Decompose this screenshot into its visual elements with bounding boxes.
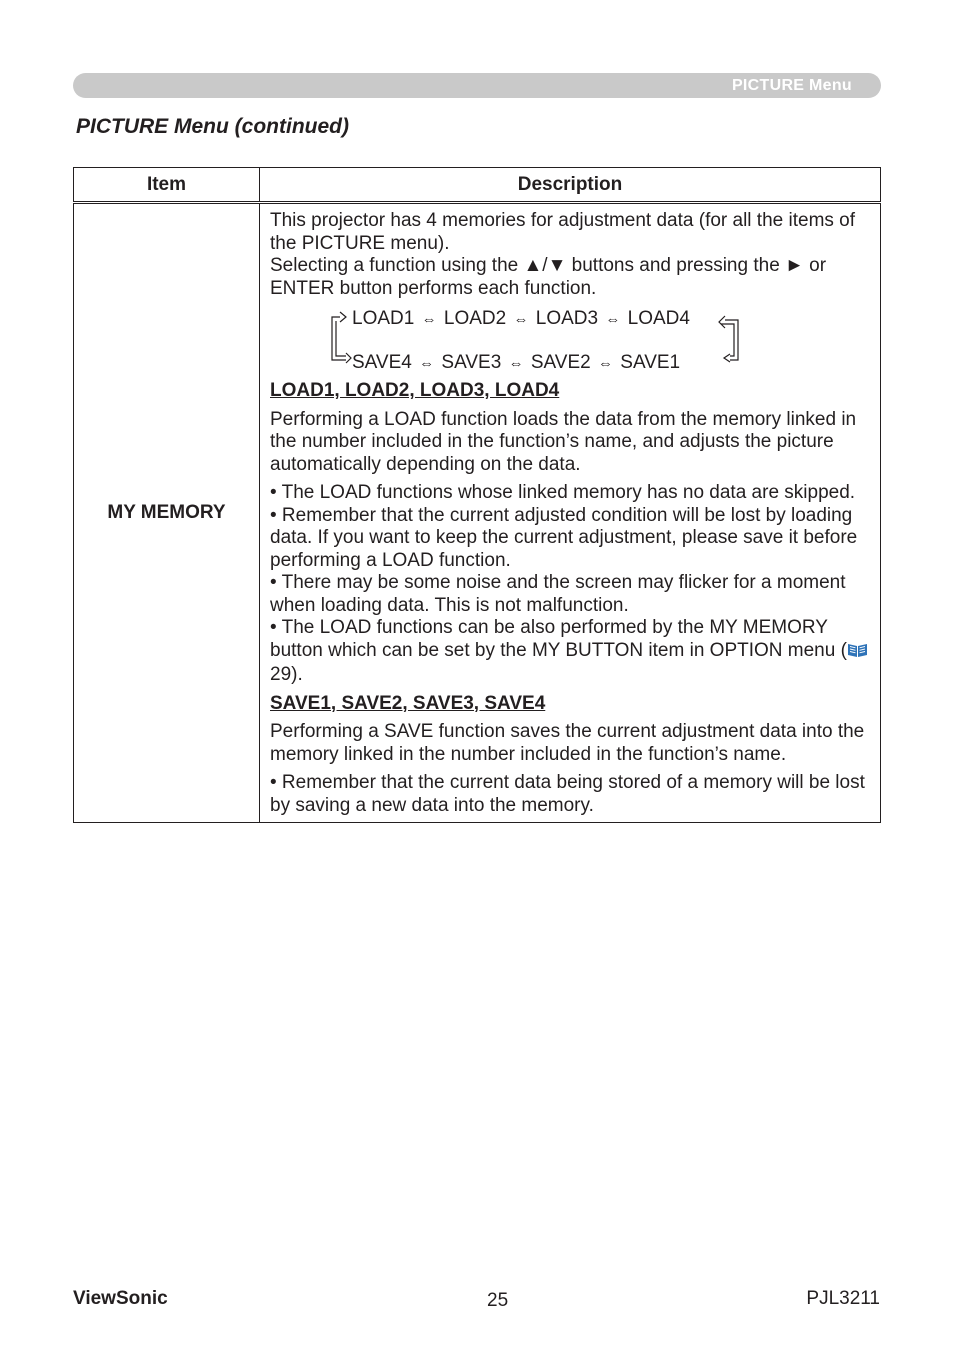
- save-sequence: [352, 352, 680, 376]
- load2-label: LOAD2: [443, 308, 507, 329]
- header-bar: [73, 73, 881, 98]
- load-heading: LOAD1, LOAD2, LOAD3, LOAD4: [270, 380, 560, 401]
- double-arrow-icon: ⇔: [419, 355, 435, 372]
- menu-table: [73, 167, 881, 823]
- save-note: • Remember that the current data being stored of a memory will be lost by saving a new data into the memory.: [270, 772, 865, 816]
- column-header-description: Description: [260, 168, 881, 203]
- load-note: • The LOAD functions can be also performed by the MY MEMORY button which can be set by the MY BUTTON item in OPTION menu (29).: [270, 617, 870, 687]
- load4-label: LOAD4: [627, 308, 690, 329]
- save2-label: SAVE2: [530, 352, 591, 373]
- memory-cycle-diagram: [270, 304, 870, 374]
- reference-page: 29: [270, 664, 292, 685]
- save4-label: SAVE4: [352, 352, 412, 373]
- intro-text: Selecting a function using the ▲/▼ buttons and pressing the ► or ENTER button performs each function.: [270, 255, 827, 299]
- load-notes: [270, 482, 870, 687]
- save1-label: SAVE1: [620, 352, 681, 373]
- section-label: PICTURE Menu: [731, 77, 852, 94]
- page-number: 25: [487, 1290, 509, 1311]
- double-arrow-icon: ⇔: [513, 311, 529, 328]
- table-header-row: [74, 168, 881, 203]
- save-description: Performing a SAVE function saves the current adjustment data into the memory linked in the number included in the function’s name.: [270, 721, 865, 765]
- load-description: Performing a LOAD function loads the data from the memory linked in the number included in the function’s name, and adjusts the picture automatically depending on the data.: [270, 408, 857, 475]
- footer-brand: ViewSonic: [73, 1288, 168, 1309]
- item-name: MY MEMORY: [74, 203, 260, 823]
- load-sequence: [352, 308, 690, 332]
- save3-label: SAVE3: [441, 352, 502, 373]
- table-row: [74, 203, 881, 823]
- load3-label: LOAD3: [535, 308, 599, 329]
- load-note: • There may be some noise and the screen may flicker for a moment when loading data. This is not malfunction.: [270, 572, 846, 616]
- book-icon: [847, 642, 868, 665]
- load1-label: LOAD1: [352, 308, 415, 329]
- double-arrow-icon: ⇔: [597, 355, 613, 372]
- model-number: PJL3211: [806, 1288, 880, 1309]
- double-arrow-icon: ⇔: [421, 311, 437, 328]
- double-arrow-icon: ⇔: [508, 355, 524, 372]
- description-cell: [260, 203, 881, 823]
- load-note: • Remember that the current adjusted condition will be lost by loading data. If you want to keep the current adjustment, please save it before performing a LOAD function.: [270, 504, 858, 571]
- intro-text: This projector has 4 memories for adjustment data (for all the items of the PICTURE menu).: [270, 210, 856, 254]
- page-title: PICTURE Menu (continued): [76, 115, 349, 138]
- double-arrow-icon: ⇔: [605, 311, 621, 328]
- column-header-item: Item: [74, 168, 260, 203]
- load-note: • The LOAD functions whose linked memory has no data are skipped.: [270, 482, 856, 503]
- save-heading: SAVE1, SAVE2, SAVE3, SAVE4: [270, 692, 546, 714]
